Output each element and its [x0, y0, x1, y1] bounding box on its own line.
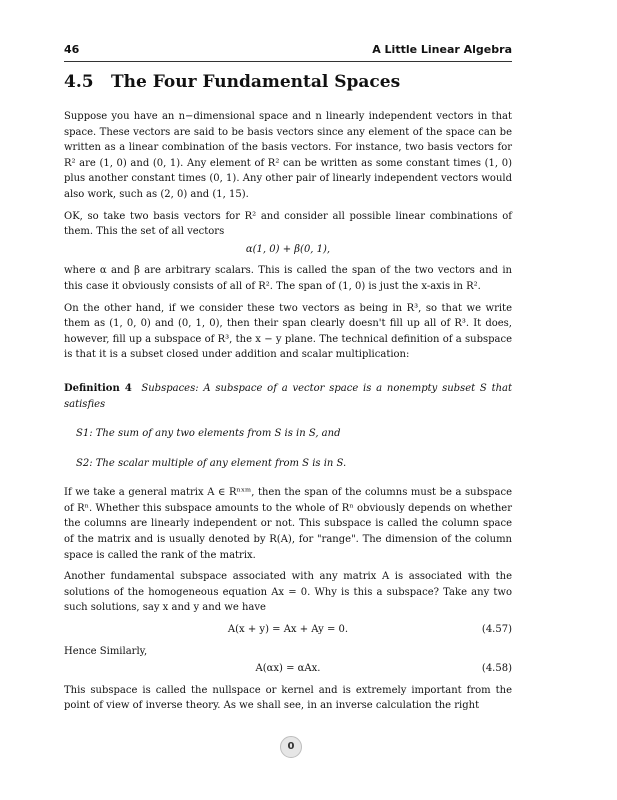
equation-linear-combination: α(1, 0) + β(0, 1),: [245, 243, 331, 255]
equation-4-58: [64, 661, 512, 677]
header-rule: [64, 61, 512, 62]
definition-label: Definition 4: [64, 382, 132, 394]
definition-condition-s1: S1: The sum of any two elements from S is in S, and: [76, 428, 341, 440]
paragraph-nullspace: This subspace is called the nullspace or kernel and is extremely important from the point of view of inverse theory. As we shall see, in an inverse calculation the right: [64, 684, 512, 712]
paragraph-subspace: On the other hand, if we consider these two vectors as being in R³, so that we write them as (1, 0, 0) and (0, 1, 0), then their span clearly doesn't fill up all of R³. It does, however, fill up a subspace of R³, the x − y plane. The technical definition of a subspace is that it is a subset closed under addition and scalar multiplication:: [64, 302, 512, 361]
equation-4-57: [64, 622, 512, 638]
definition-block: [64, 381, 512, 412]
section-heading: [64, 72, 400, 92]
page-number: 46: [64, 43, 80, 56]
definition-condition-s2: S2: The scalar multiple of any element from S is in S.: [76, 457, 347, 469]
equation-4-58-body: A(αx) = αAx.: [255, 663, 321, 675]
definition-text: Subspaces: A subspace of a vector space is a nonempty subset S that satisfies: [64, 382, 513, 410]
section-title: The Four Fundamental Spaces: [111, 72, 401, 92]
equation-4-57-tag: (4.57): [481, 624, 512, 636]
equation-4-57-body: A(x + y) = Ax + Ay = 0.: [227, 624, 349, 636]
paragraph-column-space: If we take a general matrix A ∈ Rⁿˣᵐ, then the span of the columns must be a subspace of Rⁿ. Whether this subspace amounts to the whole of Rⁿ obviously depends on whether the columns are linearly independent or not. This subspace is called the column space of the matrix and is usually denoted by R(A), for "range". The dimension of the column space is called the rank of the matrix.: [64, 487, 512, 561]
equation-4-58-tag: (4.58): [481, 663, 512, 675]
running-title: A Little Linear Algebra: [372, 43, 512, 56]
page-body: [64, 109, 512, 720]
paragraph-nullspace-intro: Another fundamental subspace associated with any matrix A is associated with the solutions of the homogeneous equation Ax = 0. Why is this a subspace? Take any two such solutions, say x and y and we have: [64, 571, 512, 614]
page-badge[interactable]: 0: [280, 736, 302, 758]
running-header: [64, 43, 512, 59]
paragraph-span-intro: OK, so take two basis vectors for R² and consider all possible linear combinations of them. This the set of all vectors: [64, 210, 512, 238]
paragraph-similarly: Hence Similarly,: [64, 645, 148, 657]
paragraph-span: where α and β are arbitrary scalars. This is called the span of the two vectors and in this case it obviously consists of all of R². The span of (1, 0) is just the x-axis in R².: [64, 265, 512, 292]
paragraph-basis: Suppose you have an n−dimensional space and n linearly independent vectors in that space. These vectors are said to be basis vectors since any element of the space can be written as a linear combination of the basis vectors. For instance, two basis vectors for R² are (1, 0) and (0, 1). Any element of R² can be written as some constant times (1, 0) plus another constant times (0, 1). Any other pair of linearly independent vectors would also work, such as (2, 0) and (1, 15).: [64, 111, 512, 200]
section-number: 4.5: [64, 72, 94, 92]
